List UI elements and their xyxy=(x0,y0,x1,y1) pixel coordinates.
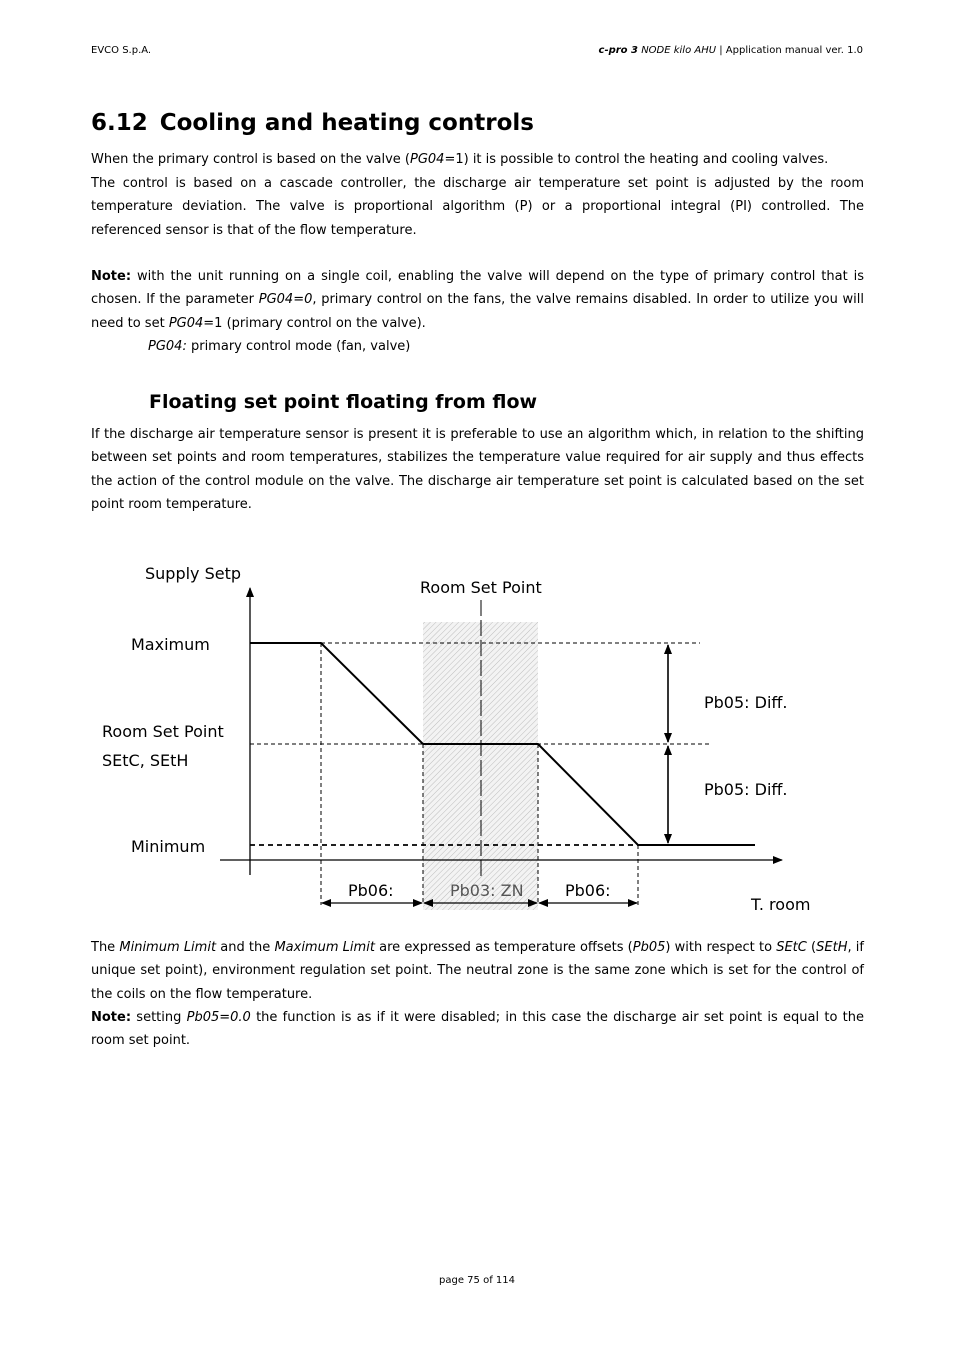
floating-setpoint-diagram xyxy=(0,550,954,930)
pb06-left-label: Pb06: xyxy=(348,881,394,900)
y-axis-label: Supply Setp xyxy=(145,564,242,583)
param-description xyxy=(148,335,410,358)
note-2-text-c: the function is as if it were disabled; in this case the discharge air set point is equal to the room set point. xyxy=(91,1010,864,1049)
note-1 xyxy=(91,265,864,335)
p4-text-a: The xyxy=(91,940,120,955)
p4-max-limit: Maximum Limit xyxy=(274,940,375,955)
diff-upper-label: Pb05: Diff. xyxy=(704,693,788,712)
p4-text-k: , if unique set point), environment regulation set point. The neutral zone is the same zone which is set for the control of the coils on the flow temperature. xyxy=(91,940,864,1002)
note-2 xyxy=(91,1006,864,1053)
p4-text-c: and the xyxy=(216,940,275,955)
header-doc-title xyxy=(599,45,863,56)
paragraph-2: The control is based on a cascade controller, the discharge air temperature set point is adjusted by the room temperature deviation. The valve is proportional algorithm (P) or a proportional integral (PI) controlled. The referenced sensor is that of the flow temperature. xyxy=(91,176,864,238)
p4-pb05: Pb05 xyxy=(632,940,666,955)
maximum-label: Maximum xyxy=(131,635,210,654)
header-product-sub: NODE kilo AHU xyxy=(641,45,717,56)
p4-text-i: ( xyxy=(806,940,817,955)
note-2-param: Pb05=0.0 xyxy=(186,1010,251,1025)
p4-text-g: ) with respect to xyxy=(665,940,777,955)
pb06-right-label: Pb06: xyxy=(565,881,611,900)
diff-lower-label: Pb05: Diff. xyxy=(704,780,788,799)
subsection-heading: Floating set point floating from flow xyxy=(149,391,538,413)
pb03-label: Pb03: ZN xyxy=(450,881,524,900)
p1-text-a: When the primary control is based on the valve ( xyxy=(91,152,410,167)
header-product: c-pro 3 xyxy=(598,45,638,56)
section-number: 6.12 xyxy=(91,110,148,136)
param-name: PG04: xyxy=(148,339,187,354)
p1-param: PG04 xyxy=(409,152,445,167)
x-axis-label: T. room xyxy=(751,895,811,914)
p4-min-limit: Minimum Limit xyxy=(119,940,217,955)
room-setpoint-left-label: Room Set Point xyxy=(102,722,224,741)
note-1-param-b: PG04=0 xyxy=(258,292,313,308)
p4-seth: SEtH xyxy=(816,940,848,955)
paragraph-3: If the discharge air temperature sensor is present it is preferable to use an algorithm which, in relation to the shifting between set points and room temperatures, stabilizes the temperature value required for air supply and thus effects the action of the control module on the valve. The discharge air temperature set point is calculated based on the set point room temperature. xyxy=(91,427,864,512)
note-1-text-e: =1 (primary control on the valve). xyxy=(203,315,426,331)
note-1-param-d: PG04 xyxy=(168,315,204,331)
note-1-label: Note: xyxy=(91,269,132,284)
header-doc: | Application manual ver. 1.0 xyxy=(716,45,863,56)
paragraph-1 xyxy=(91,148,864,171)
setc-seth-label: SEtC, SEtH xyxy=(102,751,189,770)
note-1-text-c: , primary control on the fans, the valve remains disabled. In order to utilize you will need to set xyxy=(91,292,864,331)
param-desc: primary control mode (fan, valve) xyxy=(186,339,411,354)
room-setpoint-top-label: Room Set Point xyxy=(420,578,542,597)
header-company: EVCO S.p.A. xyxy=(91,45,152,56)
note-2-label: Note: xyxy=(91,1010,132,1025)
minimum-label: Minimum xyxy=(131,837,206,856)
paragraph-4 xyxy=(91,936,864,1006)
section-title: Cooling and heating controls xyxy=(159,110,534,136)
note-2-text-a: setting xyxy=(131,1010,187,1025)
p4-setc: SEtC xyxy=(776,940,807,955)
p1-text-c: =1) it is possible to control the heating and cooling valves. xyxy=(444,152,829,167)
page-footer: page 75 of 114 xyxy=(439,1275,515,1286)
note-1-text-a: with the unit running on a single coil, enabling the valve will depend on the type of primary control that is chosen. If the parameter xyxy=(91,269,864,308)
p4-text-e: are expressed as temperature offsets ( xyxy=(374,940,633,955)
section-heading xyxy=(91,110,534,136)
